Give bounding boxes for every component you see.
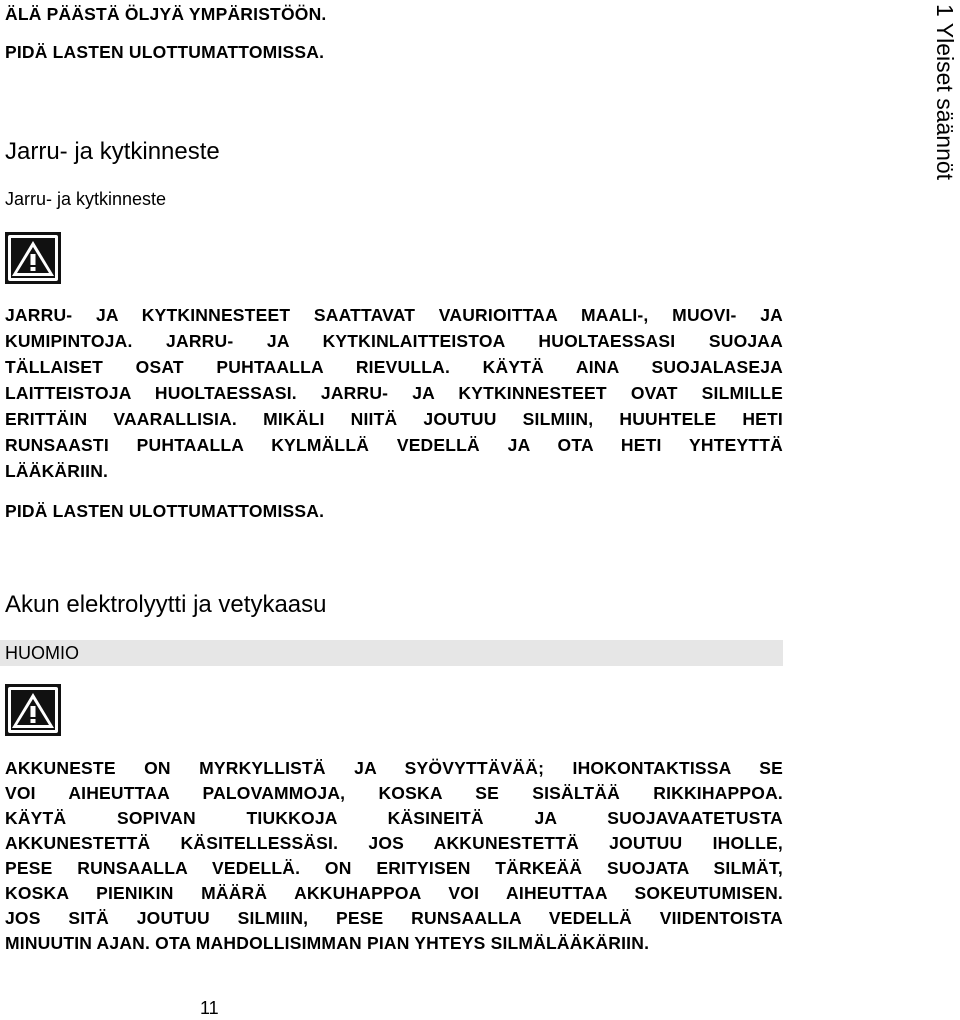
warning-text-line: VOI AIHEUTTAA PALOVAMMOJA, KOSKA SE SISÄLTÄÄ RIKKIHAPPOA. [5, 783, 783, 803]
warning-text-line: KOSKA PIENIKIN MÄÄRÄ AKKUHAPPOA VOI AIHEUTTAA SOKEUTUMISEN. [5, 883, 783, 903]
section-footer-notice: PIDÄ LASTEN ULOTTUMATTOMISSA. [5, 501, 325, 521]
warning-text-line: KÄYTÄ SOPIVAN TIUKKOJA KÄSINEITÄ JA SUOJAVAATETUSTA [5, 808, 783, 828]
warning-text-line: RUNSAASTI PUHTAALLA KYLMÄLLÄ VEDELLÄ JA OTA HETI YHTEYTTÄ [5, 435, 783, 455]
warning-text-line: KUMIPINTOJA. JARRU- JA KYTKINLAITTEISTOA HUOLTAESSASI SUOJAA [5, 331, 783, 351]
chapter-side-label: 1 Yleiset säännöt [932, 4, 958, 181]
notice-label: HUOMIO [5, 643, 79, 663]
notice-bar [0, 640, 783, 666]
section-heading-brake-fluid: Jarru- ja kytkinneste [5, 138, 220, 165]
warning-text-line: JARRU- JA KYTKINNESTEET SAATTAVAT VAURIOITTAA MAALI-, MUOVI- JA [5, 305, 783, 325]
warning-text-line: TÄLLAISET OSAT PUHTAALLA RIEVULLA. KÄYTÄ AINA SUOJALASEJA [5, 357, 783, 377]
warning-text-line: JOS SITÄ JOUTUU SILMIIN, PESE RUNSAALLA VEDELLÄ VIIDENTOISTA [5, 908, 783, 928]
warning-text-line: AKKUNESTE ON MYRKYLLISTÄ JA SYÖVYTTÄVÄÄ; IHOKONTAKTISSA SE [5, 758, 783, 778]
warning-text-line: PESE RUNSAALLA VEDELLÄ. ON ERITYISEN TÄRKEÄÄ SUOJATA SILMÄT, [5, 858, 783, 878]
warning-text-line: AKKUNESTETTÄ KÄSITELLESSÄSI. JOS AKKUNESTETTÄ JOUTUU IHOLLE, [5, 833, 783, 853]
top-notice-line: PIDÄ LASTEN ULOTTUMATTOMISSA. [5, 42, 325, 62]
top-notice-line: ÄLÄ PÄÄSTÄ ÖLJYÄ YMPÄRISTÖÖN. [5, 4, 327, 24]
warning-text-line: LAITTEISTOJA HUOLTAESSASI. JARRU- JA KYTKINNESTEET OVAT SILMILLE [5, 383, 783, 403]
warning-triangle-icon [5, 232, 61, 284]
warning-text-line: LÄÄKÄRIIN. [5, 461, 109, 481]
warning-triangle-icon [5, 684, 61, 736]
warning-text-line: MINUUTIN AJAN. OTA MAHDOLLISIMMAN PIAN YHTEYS SILMÄLÄÄKÄRIIN. [5, 933, 650, 953]
page-number: 11 [200, 998, 219, 1018]
warning-text-line: ERITTÄIN VAARALLISIA. MIKÄLI NIITÄ JOUTUU SILMIIN, HUUHTELE HETI [5, 409, 783, 429]
section-subheading-brake-fluid: Jarru- ja kytkinneste [5, 189, 167, 209]
section-heading-battery: Akun elektrolyytti ja vetykaasu [5, 591, 327, 618]
